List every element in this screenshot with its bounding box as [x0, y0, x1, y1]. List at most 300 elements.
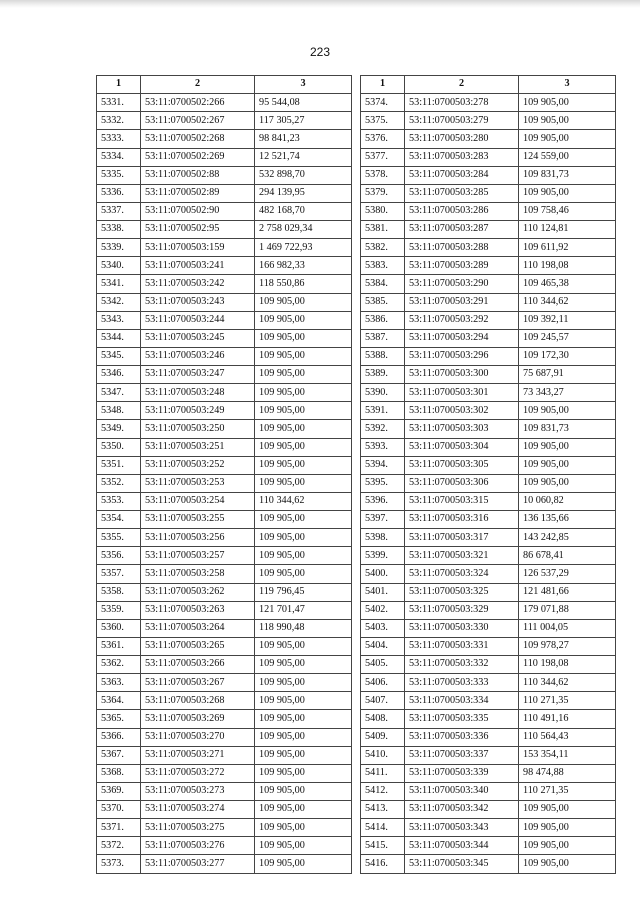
cadastral-value: 110 124,81: [519, 221, 616, 239]
table-row: [361, 402, 616, 420]
cadastral-value: 109 905,00: [255, 837, 352, 855]
row-number: 5373.: [97, 855, 141, 873]
row-number: 5337.: [97, 202, 141, 220]
cadastral-value: 124 559,00: [519, 148, 616, 166]
cadastral-value: 109 392,11: [519, 311, 616, 329]
cadastral-number: 53:11:0700503:330: [405, 619, 519, 637]
cadastral-number: 53:11:0700503:306: [405, 474, 519, 492]
cadastral-value: 109 905,00: [255, 764, 352, 782]
row-number: 5362.: [97, 656, 141, 674]
row-number: 5335.: [97, 166, 141, 184]
cadastral-number: 53:11:0700503:248: [141, 384, 255, 402]
table-row: [361, 710, 616, 728]
cadastral-value: 110 344,62: [519, 674, 616, 692]
cadastral-value: 143 242,85: [519, 529, 616, 547]
cadastral-number: 53:11:0700503:285: [405, 184, 519, 202]
cadastral-number: 53:11:0700503:268: [141, 692, 255, 710]
table-row: [361, 329, 616, 347]
cadastral-value: 109 905,00: [255, 456, 352, 474]
cadastral-value: 86 678,41: [519, 547, 616, 565]
cadastral-number: 53:11:0700503:275: [141, 819, 255, 837]
cadastral-number: 53:11:0700503:288: [405, 239, 519, 257]
table-row: [97, 366, 352, 384]
cadastral-value: 109 905,00: [255, 710, 352, 728]
table-row: [361, 583, 616, 601]
table-row: [361, 166, 616, 184]
cadastral-number: 53:11:0700503:241: [141, 257, 255, 275]
cadastral-number: 53:11:0700503:340: [405, 782, 519, 800]
cadastral-value: 109 905,00: [255, 293, 352, 311]
cadastral-number: 53:11:0700502:267: [141, 112, 255, 130]
cadastral-value: 109 905,00: [255, 746, 352, 764]
cadastral-value: 73 343,27: [519, 384, 616, 402]
row-number: 5397.: [361, 511, 405, 529]
cadastral-value: 109 245,57: [519, 329, 616, 347]
table-row: [97, 583, 352, 601]
cadastral-number: 53:11:0700503:254: [141, 492, 255, 510]
cadastral-value: 109 905,00: [255, 728, 352, 746]
table-row: [97, 239, 352, 257]
cadastral-number: 53:11:0700503:243: [141, 293, 255, 311]
table-row: [97, 130, 352, 148]
cadastral-value: 126 537,29: [519, 565, 616, 583]
cadastral-value: 109 905,00: [519, 474, 616, 492]
cadastral-number: 53:11:0700503:291: [405, 293, 519, 311]
table-row: [361, 547, 616, 565]
cadastral-number: 53:11:0700502:269: [141, 148, 255, 166]
cadastral-value: 109 905,00: [519, 94, 616, 112]
cadastral-value: 117 305,27: [255, 112, 352, 130]
row-number: 5377.: [361, 148, 405, 166]
row-number: 5394.: [361, 456, 405, 474]
row-number: 5388.: [361, 347, 405, 365]
cadastral-number: 53:11:0700503:332: [405, 656, 519, 674]
table-row: [97, 257, 352, 275]
cadastral-number: 53:11:0700503:250: [141, 420, 255, 438]
table-row: [97, 202, 352, 220]
cadastral-value: 109 905,00: [519, 801, 616, 819]
cadastral-value: 109 905,00: [255, 692, 352, 710]
cadastral-number: 53:11:0700503:257: [141, 547, 255, 565]
row-number: 5380.: [361, 202, 405, 220]
table-row: [361, 148, 616, 166]
row-number: 5404.: [361, 637, 405, 655]
table-row: [361, 837, 616, 855]
cadastral-value: 1 469 722,93: [255, 239, 352, 257]
cadastral-value: 12 521,74: [255, 148, 352, 166]
table-row: [361, 474, 616, 492]
cadastral-number: 53:11:0700503:258: [141, 565, 255, 583]
table-row: [361, 855, 616, 873]
table-row: [97, 166, 352, 184]
table-row: [97, 438, 352, 456]
row-number: 5361.: [97, 637, 141, 655]
row-number: 5402.: [361, 601, 405, 619]
cadastral-value: 95 544,08: [255, 94, 352, 112]
cadastral-value: 109 905,00: [255, 801, 352, 819]
row-number: 5378.: [361, 166, 405, 184]
row-number: 5336.: [97, 184, 141, 202]
cadastral-value: 109 831,73: [519, 166, 616, 184]
cadastral-number: 53:11:0700503:290: [405, 275, 519, 293]
cadastral-table-left: [96, 75, 352, 874]
cadastral-number: 53:11:0700503:266: [141, 656, 255, 674]
cadastral-value: 166 982,33: [255, 257, 352, 275]
row-number: 5381.: [361, 221, 405, 239]
row-number: 5403.: [361, 619, 405, 637]
row-number: 5339.: [97, 239, 141, 257]
row-number: 5343.: [97, 311, 141, 329]
cadastral-value: 109 905,00: [519, 130, 616, 148]
scan-edge: [0, 0, 640, 8]
row-number: 5349.: [97, 420, 141, 438]
row-number: 5411.: [361, 764, 405, 782]
table-row: [361, 130, 616, 148]
cadastral-number: 53:11:0700503:336: [405, 728, 519, 746]
table-row: [97, 94, 352, 112]
row-number: 5360.: [97, 619, 141, 637]
cadastral-value: 98 841,23: [255, 130, 352, 148]
table-row: [97, 855, 352, 873]
row-number: 5408.: [361, 710, 405, 728]
table-row: [97, 746, 352, 764]
table-row: [361, 656, 616, 674]
cadastral-value: 110 344,62: [255, 492, 352, 510]
cadastral-number: 53:11:0700503:315: [405, 492, 519, 510]
table-row: [361, 492, 616, 510]
table-row: [97, 656, 352, 674]
cadastral-number: 53:11:0700503:292: [405, 311, 519, 329]
row-number: 5399.: [361, 547, 405, 565]
header-col-3: 3: [519, 76, 616, 94]
cadastral-number: 53:11:0700503:159: [141, 239, 255, 257]
row-number: 5385.: [361, 293, 405, 311]
cadastral-number: 53:11:0700503:272: [141, 764, 255, 782]
cadastral-number: 53:11:0700503:242: [141, 275, 255, 293]
row-number: 5356.: [97, 547, 141, 565]
row-number: 5415.: [361, 837, 405, 855]
table-row: [97, 619, 352, 637]
table-row: [361, 420, 616, 438]
table-row: [97, 329, 352, 347]
cadastral-value: 482 168,70: [255, 202, 352, 220]
cadastral-value: 10 060,82: [519, 492, 616, 510]
cadastral-value: 110 564,43: [519, 728, 616, 746]
cadastral-value: 294 139,95: [255, 184, 352, 202]
header-col-3: 3: [255, 76, 352, 94]
cadastral-value: 109 905,00: [255, 656, 352, 674]
table-row: [97, 112, 352, 130]
table-row: [97, 782, 352, 800]
row-number: 5350.: [97, 438, 141, 456]
row-number: 5333.: [97, 130, 141, 148]
row-number: 5352.: [97, 474, 141, 492]
cadastral-value: 109 905,00: [255, 402, 352, 420]
cadastral-value: 110 198,08: [519, 656, 616, 674]
cadastral-number: 53:11:0700503:256: [141, 529, 255, 547]
row-number: 5372.: [97, 837, 141, 855]
cadastral-value: 109 831,73: [519, 420, 616, 438]
cadastral-number: 53:11:0700503:325: [405, 583, 519, 601]
table-row: [361, 347, 616, 365]
cadastral-number: 53:11:0700503:316: [405, 511, 519, 529]
cadastral-number: 53:11:0700503:301: [405, 384, 519, 402]
cadastral-number: 53:11:0700503:345: [405, 855, 519, 873]
table-header-row: [361, 76, 616, 94]
table-row: [361, 239, 616, 257]
row-number: 5367.: [97, 746, 141, 764]
cadastral-value: 75 687,91: [519, 366, 616, 384]
row-number: 5365.: [97, 710, 141, 728]
cadastral-value: 109 465,38: [519, 275, 616, 293]
cadastral-number: 53:11:0700503:317: [405, 529, 519, 547]
table-row: [361, 746, 616, 764]
table-row: [361, 819, 616, 837]
row-number: 5414.: [361, 819, 405, 837]
row-number: 5345.: [97, 347, 141, 365]
row-number: 5370.: [97, 801, 141, 819]
cadastral-number: 53:11:0700503:334: [405, 692, 519, 710]
row-number: 5376.: [361, 130, 405, 148]
table-row: [97, 492, 352, 510]
cadastral-value: 109 905,00: [255, 855, 352, 873]
row-number: 5410.: [361, 746, 405, 764]
row-number: 5359.: [97, 601, 141, 619]
table-row: [97, 456, 352, 474]
cadastral-number: 53:11:0700503:304: [405, 438, 519, 456]
cadastral-number: 53:11:0700502:88: [141, 166, 255, 184]
table-row: [361, 311, 616, 329]
table-row: [361, 529, 616, 547]
row-number: 5371.: [97, 819, 141, 837]
row-number: 5358.: [97, 583, 141, 601]
cadastral-value: 109 905,00: [255, 565, 352, 583]
cadastral-value: 109 905,00: [519, 438, 616, 456]
row-number: 5398.: [361, 529, 405, 547]
cadastral-value: 111 004,05: [519, 619, 616, 637]
row-number: 5387.: [361, 329, 405, 347]
table-row: [361, 293, 616, 311]
cadastral-value: 109 758,46: [519, 202, 616, 220]
cadastral-number: 53:11:0700503:267: [141, 674, 255, 692]
cadastral-value: 118 550,86: [255, 275, 352, 293]
table-row: [361, 728, 616, 746]
table-row: [97, 384, 352, 402]
table-row: [97, 420, 352, 438]
cadastral-value: 109 611,92: [519, 239, 616, 257]
row-number: 5334.: [97, 148, 141, 166]
cadastral-value: 109 905,00: [519, 184, 616, 202]
cadastral-number: 53:11:0700503:283: [405, 148, 519, 166]
cadastral-value: 109 905,00: [519, 112, 616, 130]
cadastral-value: 109 905,00: [255, 819, 352, 837]
row-number: 5413.: [361, 801, 405, 819]
table-row: [361, 801, 616, 819]
cadastral-value: 109 905,00: [255, 311, 352, 329]
cadastral-number: 53:11:0700503:278: [405, 94, 519, 112]
cadastral-value: 110 271,35: [519, 782, 616, 800]
cadastral-number: 53:11:0700503:286: [405, 202, 519, 220]
row-number: 5386.: [361, 311, 405, 329]
cadastral-value: 110 344,62: [519, 293, 616, 311]
table-row: [361, 202, 616, 220]
cadastral-number: 53:11:0700503:305: [405, 456, 519, 474]
cadastral-value: 136 135,66: [519, 511, 616, 529]
cadastral-value: 2 758 029,34: [255, 221, 352, 239]
cadastral-number: 53:11:0700503:269: [141, 710, 255, 728]
cadastral-number: 53:11:0700503:251: [141, 438, 255, 456]
cadastral-number: 53:11:0700503:339: [405, 764, 519, 782]
cadastral-number: 53:11:0700503:273: [141, 782, 255, 800]
table-row: [361, 275, 616, 293]
cadastral-value: 110 491,16: [519, 710, 616, 728]
table-row: [97, 402, 352, 420]
table-row: [97, 221, 352, 239]
cadastral-number: 53:11:0700503:279: [405, 112, 519, 130]
table-row: [97, 311, 352, 329]
table-row: [361, 257, 616, 275]
cadastral-value: 109 905,00: [255, 782, 352, 800]
table-header-row: [97, 76, 352, 94]
table-row: [97, 819, 352, 837]
cadastral-number: 53:11:0700503:321: [405, 547, 519, 565]
cadastral-number: 53:11:0700502:95: [141, 221, 255, 239]
cadastral-value: 121 481,66: [519, 583, 616, 601]
table-row: [361, 674, 616, 692]
table-row: [361, 366, 616, 384]
table-row: [97, 347, 352, 365]
cadastral-value: 109 905,00: [255, 366, 352, 384]
header-col-1: 1: [361, 76, 405, 94]
cadastral-number: 53:11:0700503:294: [405, 329, 519, 347]
row-number: 5342.: [97, 293, 141, 311]
cadastral-number: 53:11:0700503:245: [141, 329, 255, 347]
cadastral-value: 109 905,00: [255, 420, 352, 438]
cadastral-number: 53:11:0700503:263: [141, 601, 255, 619]
table-row: [361, 637, 616, 655]
cadastral-number: 53:11:0700503:255: [141, 511, 255, 529]
cadastral-value: 121 701,47: [255, 601, 352, 619]
row-number: 5351.: [97, 456, 141, 474]
row-number: 5332.: [97, 112, 141, 130]
row-number: 5392.: [361, 420, 405, 438]
table-row: [97, 148, 352, 166]
row-number: 5374.: [361, 94, 405, 112]
row-number: 5347.: [97, 384, 141, 402]
table-row: [97, 637, 352, 655]
table-row: [97, 710, 352, 728]
table-row: [97, 565, 352, 583]
cadastral-number: 53:11:0700502:90: [141, 202, 255, 220]
cadastral-number: 53:11:0700503:271: [141, 746, 255, 764]
cadastral-number: 53:11:0700503:342: [405, 801, 519, 819]
table-row: [361, 764, 616, 782]
table-row: [97, 728, 352, 746]
table-row: [361, 619, 616, 637]
table-row: [97, 293, 352, 311]
cadastral-number: 53:11:0700502:89: [141, 184, 255, 202]
row-number: 5348.: [97, 402, 141, 420]
row-number: 5363.: [97, 674, 141, 692]
header-col-1: 1: [97, 76, 141, 94]
row-number: 5400.: [361, 565, 405, 583]
cadastral-number: 53:11:0700503:280: [405, 130, 519, 148]
row-number: 5357.: [97, 565, 141, 583]
page-number: 223: [309, 45, 331, 59]
cadastral-value: 109 905,00: [255, 329, 352, 347]
row-number: 5396.: [361, 492, 405, 510]
table-row: [361, 438, 616, 456]
row-number: 5368.: [97, 764, 141, 782]
row-number: 5395.: [361, 474, 405, 492]
table-row: [97, 511, 352, 529]
cadastral-number: 53:11:0700503:264: [141, 619, 255, 637]
cadastral-number: 53:11:0700503:249: [141, 402, 255, 420]
cadastral-value: 109 978,27: [519, 637, 616, 655]
table-row: [361, 601, 616, 619]
table-row: [97, 764, 352, 782]
cadastral-number: 53:11:0700503:324: [405, 565, 519, 583]
row-number: 5331.: [97, 94, 141, 112]
row-number: 5340.: [97, 257, 141, 275]
cadastral-value: 118 990,48: [255, 619, 352, 637]
cadastral-number: 53:11:0700503:329: [405, 601, 519, 619]
row-number: 5406.: [361, 674, 405, 692]
row-number: 5409.: [361, 728, 405, 746]
row-number: 5375.: [361, 112, 405, 130]
row-number: 5379.: [361, 184, 405, 202]
table-row: [97, 601, 352, 619]
cadastral-number: 53:11:0700503:344: [405, 837, 519, 855]
cadastral-number: 53:11:0700503:244: [141, 311, 255, 329]
table-row: [361, 692, 616, 710]
cadastral-number: 53:11:0700503:296: [405, 347, 519, 365]
cadastral-value: 109 905,00: [255, 384, 352, 402]
cadastral-number: 53:11:0700503:252: [141, 456, 255, 474]
cadastral-value: 109 905,00: [255, 511, 352, 529]
cadastral-number: 53:11:0700503:337: [405, 746, 519, 764]
row-number: 5412.: [361, 782, 405, 800]
table-row: [97, 529, 352, 547]
cadastral-number: 53:11:0700503:246: [141, 347, 255, 365]
table-row: [97, 674, 352, 692]
cadastral-number: 53:11:0700503:331: [405, 637, 519, 655]
cadastral-number: 53:11:0700503:270: [141, 728, 255, 746]
header-col-2: 2: [141, 76, 255, 94]
row-number: 5338.: [97, 221, 141, 239]
cadastral-number: 53:11:0700502:266: [141, 94, 255, 112]
cadastral-value: 179 071,88: [519, 601, 616, 619]
cadastral-value: 110 198,08: [519, 257, 616, 275]
cadastral-number: 53:11:0700503:289: [405, 257, 519, 275]
row-number: 5382.: [361, 239, 405, 257]
cadastral-number: 53:11:0700503:333: [405, 674, 519, 692]
cadastral-value: 109 905,00: [255, 529, 352, 547]
row-number: 5355.: [97, 529, 141, 547]
row-number: 5344.: [97, 329, 141, 347]
row-number: 5341.: [97, 275, 141, 293]
table-row: [361, 782, 616, 800]
cadastral-number: 53:11:0700502:268: [141, 130, 255, 148]
cadastral-number: 53:11:0700503:265: [141, 637, 255, 655]
row-number: 5384.: [361, 275, 405, 293]
cadastral-number: 53:11:0700503:277: [141, 855, 255, 873]
table-row: [97, 474, 352, 492]
table-row: [97, 547, 352, 565]
cadastral-value: 109 905,00: [255, 347, 352, 365]
cadastral-number: 53:11:0700503:302: [405, 402, 519, 420]
cadastral-table-right: [360, 75, 616, 874]
